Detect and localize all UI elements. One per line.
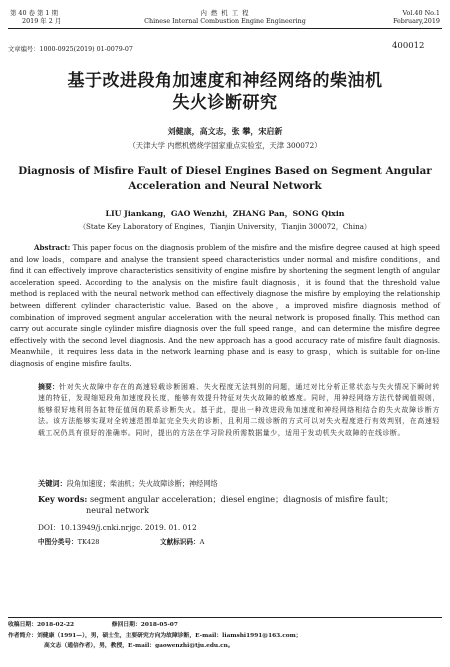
header-volume: 第 40 卷 第 1 期 xyxy=(10,9,58,17)
abstract-en xyxy=(10,242,440,370)
header-journal-name xyxy=(100,9,350,25)
keywords-en-line2: neural network xyxy=(86,505,149,515)
received-label: 收稿日期： xyxy=(8,622,37,628)
footnote-rule xyxy=(8,617,442,618)
revised-label: 修回日期： xyxy=(111,622,141,628)
document-code xyxy=(160,536,204,546)
affiliation-en: （State Key Laboratory of Engines，Tianjin University，Tianjin 300072，China） xyxy=(78,222,372,231)
article-code: 400012 xyxy=(392,41,425,51)
title-en-line1: Diagnosis of Misfire Fault of Diesel Engines Based on Segment Angular xyxy=(18,165,432,177)
title-cn-line2: 失火诊断研究 xyxy=(172,93,278,113)
header-vol-no: Vol.40 No.1 xyxy=(402,9,440,17)
header-journal-en: Chinese Internal Combustion Engine Engineering xyxy=(144,17,306,25)
abstract-cn-text: 针对失火故障中存在的高速轻载诊断困难、失火程度无法判别的问题，通过对比分析正常状态与失火情况下瞬时转速的特征，发现缩短段角加速度段长度，能够有效提升特征对失火故障的敏感度。同时，用神经网络方法代替阈值规则，能够很好地利用各缸特征值间的联系诊断失火。基于此，提出一种改进段角加速度和神经网络相结合的失火故障诊断方法。该方法能够实现对全转速范围单缸完全失火的诊断，且利用二级诊断的方式可以对失火程度进行有效判别，在高速轻载工况仍具有很好的准确率。同时，提出的方法在学习阶段所需数据量少，适用于发动机失火故障的在线诊断。 xyxy=(38,383,441,437)
title-cn-line1: 基于改进段角加速度和神经网络的柴油机 xyxy=(67,71,383,91)
clc-number xyxy=(38,536,99,546)
abstract-en-text: This paper focus on the diagnosis problem of the misfire and the misfire degree caused at high speed and low loads，compare and analyse the transient speed characteristics under normal and misfire conditions，and find it can effectively improve characteristics sensitivity of engine misfire by shortening the segment length of angular acceleration speed. According to the analysis on the misfire fault diagnosis，it is found that the threshold value method is replaced with the neural network method can effectively diagnose the misfire by employing the relationship between different cylinder characteristic value. Based on the above，a improved misfire diagnosis method of combination of improved segment angular acceleration with the neural network is proposed finally. This method can carry out accurate single cylinder misfire diagnosis over the full speed range，and can determine the misfire degree effectively with the second level diagnosis. And the new approach has a good accuracy rate of misfire fault diagnosis. Meanwhile，it requires less data in the network learning phase and is easy to grasp，which is suitable for on-line diagnosis of engine misfire faults. xyxy=(10,243,440,368)
keywords-en-label: Key words: xyxy=(38,494,88,504)
footnote-author1: 作者简介：刘健康（1991—），男，硕士生，主要研究方向为故障诊断，E-mail：liamshi1991@163.com； xyxy=(8,632,302,639)
header-volume-issue xyxy=(10,9,100,25)
doi: DOI：10.13949/j.cnki.nrjgc. 2019. 01. 012 xyxy=(38,523,197,532)
keywords-en-line1: segment angular acceleration；diesel engine；diagnosis of misfire fault； xyxy=(89,494,393,504)
header-date-en: February,2019 xyxy=(392,17,440,25)
title-en xyxy=(10,164,440,194)
title-en-line2: Acceleration and Neural Network xyxy=(128,180,322,192)
abstract-cn-label: 摘要： xyxy=(38,383,60,391)
article-number: 文章编号：1000-0925(2019) 01-0079-07 xyxy=(8,46,133,53)
footnote xyxy=(8,620,444,652)
affiliation-cn: （天津大学 内燃机燃烧学国家重点实验室，天津 300072） xyxy=(128,141,322,150)
keywords-cn-label: 关键词： xyxy=(38,479,67,488)
title-cn xyxy=(20,70,430,114)
abstract-en-label: Abstract: xyxy=(34,243,71,252)
header-date-cn: 2019 年 2 月 xyxy=(22,17,62,25)
revised-date: 2018-05-07 xyxy=(140,622,178,628)
header-rule xyxy=(8,28,442,29)
header-volume-en xyxy=(350,9,440,25)
keywords-en xyxy=(38,494,440,516)
received-date: 2018-02-22 xyxy=(37,622,75,628)
header-journal-cn: 内 燃 机 工 程 xyxy=(200,9,250,17)
doc-code-label: 文献标识码： xyxy=(160,538,200,546)
keywords-cn-text: 段角加速度；柴油机；失火故障诊断；神经网络 xyxy=(66,479,218,488)
clc-label: 中图分类号： xyxy=(38,538,78,546)
clc-value: TK428 xyxy=(77,538,100,546)
footnote-author2: 高文志（通信作者），男，教授，E-mail：gaowenzhi@tju.edu.cn。 xyxy=(44,643,234,649)
footnote-dates xyxy=(8,620,444,631)
authors-cn: 刘健康，高文志，张 攀，宋启新 xyxy=(167,126,283,136)
abstract-cn xyxy=(38,382,440,439)
authors-en: LIU Jiankang，GAO Wenzhi，ZHANG Pan，SONG Qixin xyxy=(105,209,345,218)
doc-code-value: A xyxy=(199,538,205,546)
keywords-cn xyxy=(38,479,440,489)
